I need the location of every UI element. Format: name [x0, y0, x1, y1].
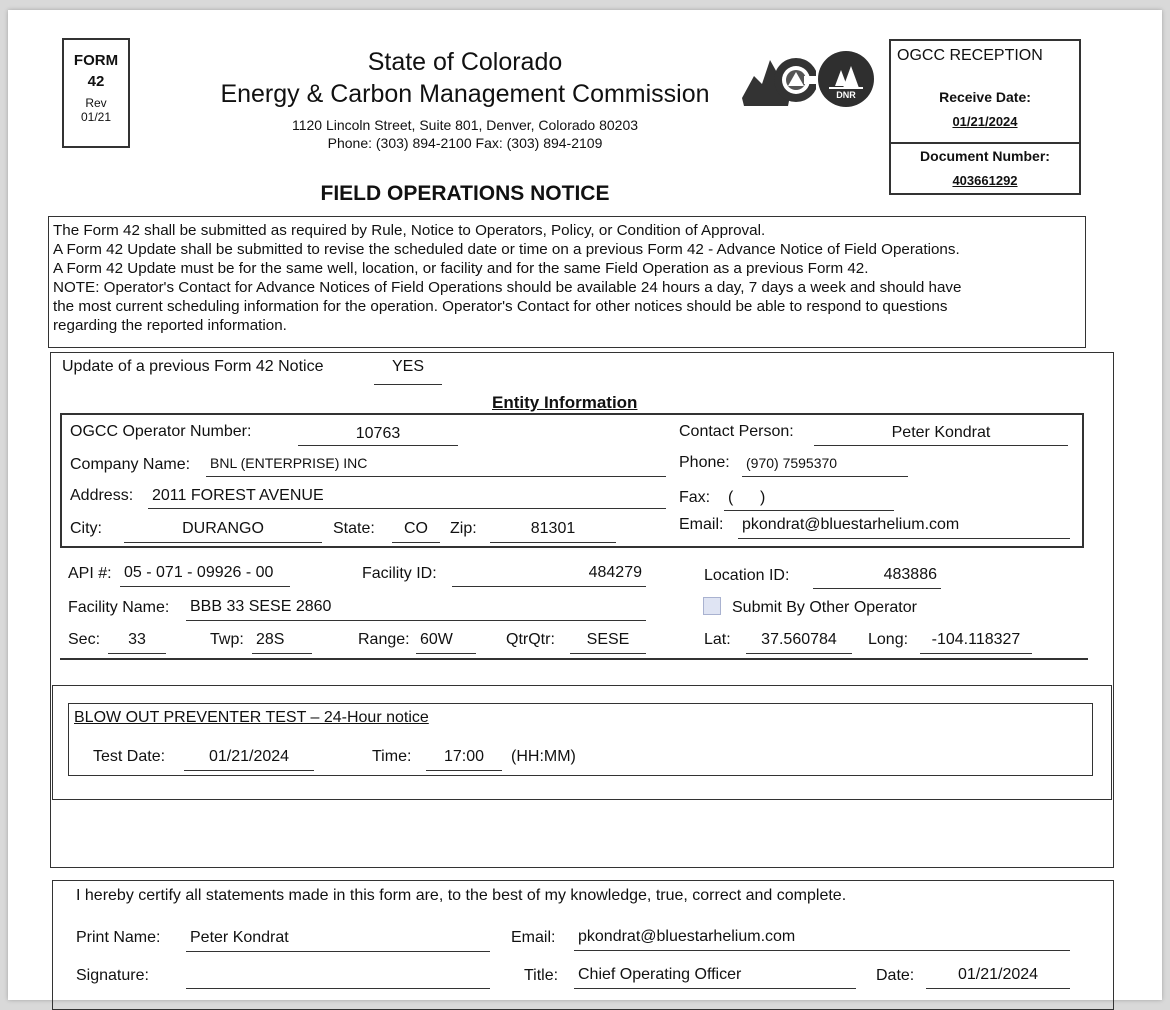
qtrqtr-label: QtrQtr: [506, 631, 555, 648]
operator-number-label: OGCC Operator Number: [70, 423, 252, 440]
time-value: 17:00 [426, 747, 502, 771]
test-date-label: Test Date: [93, 748, 166, 765]
contact-label: Contact Person: [679, 423, 794, 440]
company-value: BNL (ENTERPRISE) INC [206, 453, 666, 477]
submit-other-label: Submit By Other Operator [732, 599, 917, 616]
time-label: Time: [372, 748, 412, 765]
cert-date-label: Date: [876, 967, 915, 984]
long-value: -104.118327 [920, 630, 1032, 654]
facility-name-label: Facility Name: [68, 599, 170, 616]
document-number-value: 403661292 [952, 173, 1018, 188]
facility-name-value: BBB 33 SESE 2860 [186, 597, 646, 621]
header-phone-fax: Phone: (303) 894-2100 Fax: (303) 894-2109 [327, 135, 603, 151]
sec-value: 33 [108, 630, 166, 654]
test-date-value: 01/21/2024 [184, 747, 314, 771]
qtrqtr-value: SESE [570, 630, 646, 654]
zip-value: 81301 [490, 519, 616, 543]
title-line2: Energy & Carbon Management Commission [220, 80, 710, 108]
dnr-logo-icon [817, 50, 875, 108]
location-id-label: Location ID: [704, 567, 790, 584]
email-label: Email: [679, 516, 724, 533]
bop-title: BLOW OUT PREVENTER TEST – 24-Hour notice [74, 709, 429, 726]
instruction-line: A Form 42 Update must be for the same well, location, or facility and for the same Field Operation as a previous Form 42. [53, 260, 869, 277]
update-label: Update of a previous Form 42 Notice [62, 358, 324, 375]
sec-label: Sec: [68, 631, 101, 648]
instruction-line: The Form 42 shall be submitted as required by Rule, Notice to Operators, Policy, or Condition of Approval. [53, 222, 766, 239]
city-label: City: [70, 520, 102, 537]
state-value: CO [392, 519, 440, 543]
header-address: 1120 Lincoln Street, Suite 801, Denver, Colorado 80203 [291, 117, 639, 133]
title-line1: State of Colorado [367, 48, 563, 76]
instruction-line: A Form 42 Update shall be submitted to revise the scheduled date or time on a previous Form 42 - Advance Notice of Field Operations. [53, 241, 960, 258]
dnr-logo-text: DNR [836, 90, 856, 100]
print-name-value: Peter Kondrat [186, 928, 490, 952]
entity-heading: Entity Information [492, 393, 638, 412]
update-value: YES [374, 357, 442, 385]
contact-value: Peter Kondrat [814, 423, 1068, 446]
fax-value: ( ) [724, 488, 894, 511]
email-value: pkondrat@bluestarhelium.com [738, 515, 1070, 539]
facility-id-label: Facility ID: [362, 565, 437, 582]
long-label: Long: [868, 631, 909, 648]
twp-label: Twp: [210, 631, 244, 648]
fax-label: Fax: [679, 489, 711, 506]
state-label: State: [333, 520, 375, 537]
receive-date-label: Receive Date: [939, 89, 1031, 105]
certify-statement: I hereby certify all statements made in this form are, to the best of my knowledge, true, correct and complete. [76, 887, 847, 904]
form-number: 42 [87, 73, 105, 90]
reception-box [889, 39, 1081, 195]
company-label: Company Name: [70, 456, 191, 473]
signature-line[interactable] [186, 965, 490, 989]
cert-email-value: pkondrat@bluestarhelium.com [574, 927, 1070, 951]
cert-title-label: Title: [524, 967, 559, 984]
api-label: API #: [68, 565, 112, 582]
city-value: DURANGO [124, 519, 322, 543]
facility-id-value: 484279 [452, 563, 646, 587]
phone-value: (970) 7595370 [742, 453, 908, 477]
instruction-line: the most current scheduling information for the operation. Operator's Contact for other notices should be able to respond to questions [53, 298, 948, 315]
api-value: 05 - 071 - 09926 - 00 [120, 563, 290, 587]
range-label: Range: [358, 631, 410, 648]
cert-email-label: Email: [511, 929, 556, 946]
phone-label: Phone: [679, 454, 730, 471]
operator-number-value: 10763 [298, 424, 458, 446]
notice-title: FIELD OPERATIONS NOTICE [320, 182, 610, 205]
cert-title-value: Chief Operating Officer [574, 965, 856, 989]
section-divider [60, 658, 1088, 660]
lat-label: Lat: [704, 631, 731, 648]
address-value: 2011 FOREST AVENUE [148, 486, 666, 509]
instruction-line: NOTE: Operator's Contact for Advance Notices of Field Operations should be available 24 hours a day, 7 days a week and should have [53, 279, 962, 296]
time-format: (HH:MM) [511, 748, 576, 765]
twp-value: 28S [252, 630, 312, 654]
print-name-label: Print Name: [76, 929, 161, 946]
document-number-label: Document Number: [920, 148, 1050, 164]
reception-divider [891, 142, 1079, 144]
form-id-box [62, 38, 130, 148]
reception-title: OGCC RECEPTION [897, 47, 1043, 64]
range-value: 60W [416, 630, 476, 654]
receive-date-value: 01/21/2024 [952, 114, 1018, 129]
address-label: Address: [70, 487, 134, 504]
form-page [8, 10, 1162, 1000]
form-word: FORM [73, 52, 119, 69]
location-id-value: 483886 [813, 565, 941, 589]
colorado-logo-icon [740, 46, 816, 110]
instructions-box [48, 216, 1086, 348]
rev-date: 01/21 [80, 110, 112, 124]
submit-other-checkbox[interactable] [703, 597, 721, 615]
signature-label: Signature: [76, 967, 149, 984]
rev-word: Rev [85, 96, 107, 110]
instruction-line: regarding the reported information. [53, 317, 287, 334]
zip-label: Zip: [450, 520, 477, 537]
cert-date-value: 01/21/2024 [926, 965, 1070, 989]
lat-value: 37.560784 [746, 630, 852, 654]
